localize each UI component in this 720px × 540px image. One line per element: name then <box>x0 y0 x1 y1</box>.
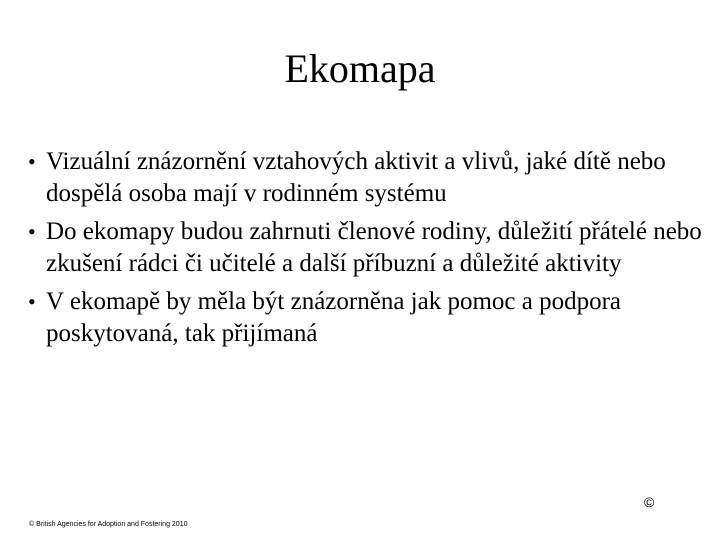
copyright-mark: © <box>644 494 655 510</box>
bullet-item <box>28 146 708 210</box>
bullet-text: Vizuální znázornění vztahových aktivit a vlivů, jaké dítě nebo dospělá osoba mají v rodinném systému <box>46 148 666 207</box>
bullet-marker: • <box>28 289 36 314</box>
bullet-marker: • <box>28 149 36 174</box>
bullet-item <box>28 216 708 280</box>
bullet-marker: • <box>28 219 36 244</box>
bullet-text: Do ekomapy budou zahrnuti členové rodiny, důležití přátelé nebo zkušení rádci či učitelé a další příbuzní a důležité aktivity <box>46 218 702 277</box>
slide-title: Ekomapa <box>284 46 436 91</box>
bullet-list <box>28 146 708 356</box>
bullet-item <box>28 286 708 350</box>
footer-copyright: © British Agencies for Adoption and Fostering 2010 <box>29 521 188 528</box>
bullet-text: V ekomapě by měla být znázorněna jak pomoc a podpora poskytovaná, tak přijímaná <box>46 288 622 347</box>
